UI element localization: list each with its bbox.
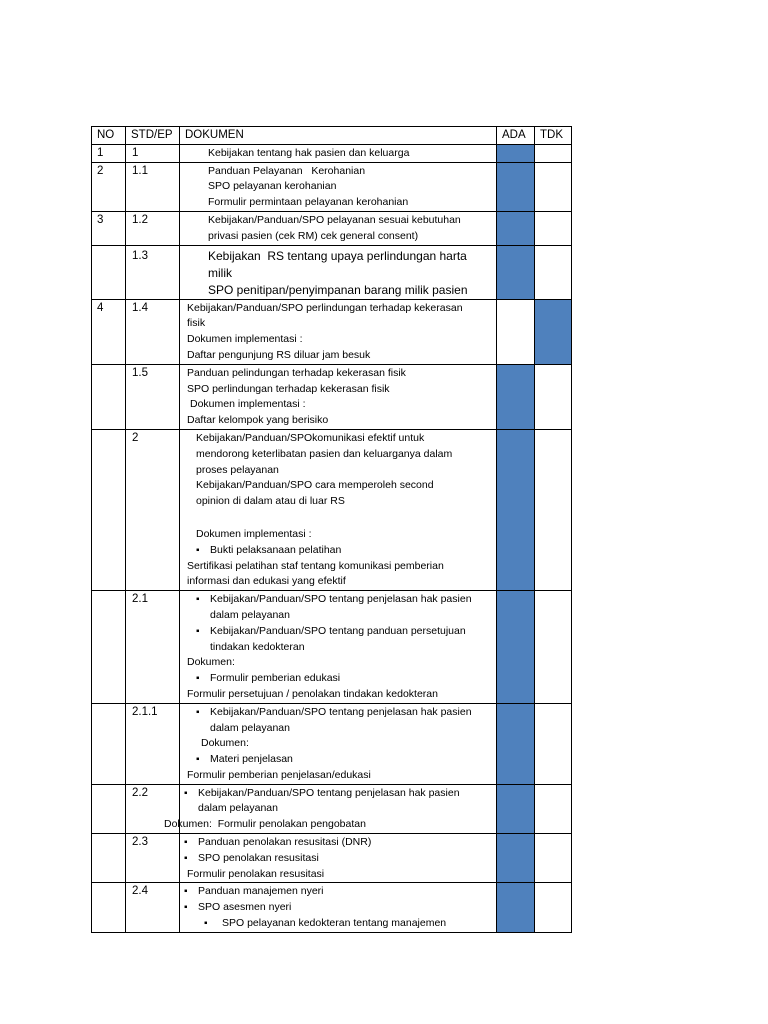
header-std-ep: STD/EP: [126, 127, 180, 145]
row-no: [92, 429, 126, 590]
document-line: Kebijakan/Panduan/SPO perlindungan terhadap kekerasan: [187, 301, 463, 314]
ada-cell: [497, 211, 535, 245]
row-no: [92, 245, 126, 299]
document-line: Dokumen implementasi :: [190, 398, 306, 411]
document-line: SPO perlindungan terhadap kekerasan fisik: [187, 382, 390, 395]
document-bullet-line: ▪ SPO penolakan resusitasi: [184, 851, 492, 867]
document-bullet-line: ▪ Kebijakan/Panduan/SPO tentang penjelasan hak pasien: [184, 786, 492, 802]
document-line: Formulir pemberian penjelasan/edukasi: [187, 768, 371, 781]
row-documents: [180, 144, 497, 162]
document-line: Kebijakan/Panduan/SPOkomunikasi efektif untuk: [196, 431, 425, 444]
row-std: 1.2: [126, 211, 180, 245]
row-no: [92, 703, 126, 784]
document-line: tindakan kedokteran: [210, 640, 305, 653]
row-documents: [180, 429, 497, 590]
ada-cell: [497, 299, 535, 364]
row-documents: [164, 784, 497, 833]
document-line: Daftar kelompok yang berisiko: [187, 414, 329, 427]
row-std: 2.4: [126, 883, 180, 932]
row-std: 1.3: [126, 245, 180, 299]
row-documents: [180, 883, 497, 932]
document-checklist-table: [91, 126, 572, 933]
row-std: 2: [126, 429, 180, 590]
table-row: [92, 591, 572, 704]
ada-cell: [497, 429, 535, 590]
document-line: informasi dan edukasi yang efektif: [187, 575, 346, 588]
table-row: [92, 834, 572, 883]
table-row: [92, 211, 572, 245]
document-line: opinion di dalam atau di luar RS: [196, 495, 345, 508]
header-dokumen: DOKUMEN: [180, 127, 497, 145]
row-no: [92, 784, 126, 833]
row-documents: [180, 703, 497, 784]
document-line: dalam pelayanan: [198, 802, 278, 815]
table-row: [92, 245, 572, 299]
document-line: Kebijakan/Panduan/SPO pelayanan sesuai kebutuhan: [208, 213, 461, 226]
ada-cell: [497, 834, 535, 883]
document-line: Dokumen: Formulir penolakan pengobatan: [164, 818, 366, 831]
row-no: 2: [92, 162, 126, 211]
tdk-cell: [535, 883, 572, 932]
tdk-cell: [535, 144, 572, 162]
ada-cell: [497, 591, 535, 704]
document-bullet-line: ▪ Kebijakan/Panduan/SPO tentang penjelasan hak pasien: [184, 592, 492, 608]
document-bullet-line: ▪ Panduan manajemen nyeri: [184, 884, 492, 900]
row-documents: [180, 162, 497, 211]
ada-cell: [497, 703, 535, 784]
table-row: [92, 144, 572, 162]
row-std: 2.1: [126, 591, 180, 704]
row-documents: [180, 364, 497, 429]
document-line: Sertifikasi pelatihan staf tentang komunikasi pemberian: [187, 559, 444, 572]
tdk-cell: [535, 703, 572, 784]
tdk-cell: [535, 245, 572, 299]
row-documents: [180, 834, 497, 883]
row-std: 1: [126, 144, 180, 162]
row-no: 3: [92, 211, 126, 245]
row-std: 1.1: [126, 162, 180, 211]
document-line: Daftar pengunjung RS diluar jam besuk: [187, 348, 371, 361]
ada-cell: [497, 883, 535, 932]
header-no: NO: [92, 127, 126, 145]
header-tdk: TDK: [535, 127, 572, 145]
document-bullet-line: ▪ Bukti pelaksanaan pelatihan: [184, 543, 492, 559]
document-line: Kebijakan/Panduan/SPO cara memperoleh second: [196, 479, 434, 492]
document-line: Formulir permintaan pelayanan kerohanian: [208, 196, 409, 209]
tdk-cell: [535, 211, 572, 245]
document-line: Panduan Pelayanan Kerohanian: [208, 164, 366, 177]
row-no: 1: [92, 144, 126, 162]
ada-cell: [497, 162, 535, 211]
tdk-cell: [535, 429, 572, 590]
row-no: [92, 364, 126, 429]
document-bullet-line: ▪ Kebijakan/Panduan/SPO tentang penjelasan hak pasien: [184, 705, 492, 721]
table-row: [92, 162, 572, 211]
document-bullet-line: ▪ Panduan penolakan resusitasi (DNR): [184, 835, 492, 851]
document-line: dalam pelayanan: [210, 608, 290, 621]
document-line: Dokumen:: [187, 656, 235, 669]
header-row: [92, 127, 572, 145]
row-no: [92, 834, 126, 883]
document-bullet-line: ▪ SPO asesmen nyeri: [184, 900, 492, 916]
row-std: 1.4: [126, 299, 180, 364]
document-line: Panduan pelindungan terhadap kekerasan fisik: [187, 366, 406, 379]
document-line: proses pelayanan: [196, 463, 279, 476]
table-row: [92, 299, 572, 364]
document-line: Formulir persetujuan / penolakan tindakan kedokteran: [187, 687, 438, 700]
document-line: privasi pasien (cek RM) cek general consent): [208, 229, 419, 242]
document-line: fisik: [187, 317, 206, 330]
table-row: [92, 703, 572, 784]
ada-cell: [497, 364, 535, 429]
row-no: 4: [92, 299, 126, 364]
tdk-cell: [535, 834, 572, 883]
table-row: [92, 429, 572, 590]
document-bullet-line: ▪ SPO pelayanan kedokteran tentang manajemen: [184, 916, 492, 932]
ada-cell: [497, 245, 535, 299]
header-ada: ADA: [497, 127, 535, 145]
tdk-cell: [535, 364, 572, 429]
row-std: 2.2: [126, 784, 180, 833]
document-line: Dokumen implementasi :: [196, 527, 312, 540]
row-documents: [180, 591, 497, 704]
tdk-cell: [535, 162, 572, 211]
row-no: [92, 591, 126, 704]
document-line: dalam pelayanan: [210, 721, 290, 734]
document-line: Kebijakan RS tentang upaya perlindungan harta: [208, 248, 467, 263]
document-line: milik: [208, 265, 232, 280]
document-bullet-line: ▪ Formulir pemberian edukasi: [184, 671, 492, 687]
document-line: SPO pelayanan kerohanian: [208, 180, 337, 193]
document-line: Dokumen:: [201, 737, 249, 750]
table-row: [92, 784, 572, 833]
row-documents: [180, 299, 497, 364]
row-std: 2.3: [126, 834, 180, 883]
tdk-cell: [535, 299, 572, 364]
table-row: [92, 364, 572, 429]
table-row: [92, 883, 572, 932]
row-documents: [180, 245, 497, 299]
row-documents: [180, 211, 497, 245]
ada-cell: [497, 144, 535, 162]
row-std: 1.5: [126, 364, 180, 429]
document-bullet-line: ▪ Kebijakan/Panduan/SPO tentang panduan persetujuan: [184, 624, 492, 640]
document-line: Kebijakan tentang hak pasien dan keluarga: [208, 146, 410, 159]
document-line: mendorong keterlibatan pasien dan keluarganya dalam: [196, 447, 453, 460]
document-line: Formulir penolakan resusitasi: [187, 867, 325, 880]
document-line: SPO penitipan/penyimpanan barang milik pasien: [208, 282, 468, 297]
document-bullet-line: ▪ Materi penjelasan: [184, 752, 492, 768]
ada-cell: [497, 784, 535, 833]
tdk-cell: [535, 784, 572, 833]
tdk-cell: [535, 591, 572, 704]
document-line: Dokumen implementasi :: [187, 333, 303, 346]
row-no: [92, 883, 126, 932]
row-std: 2.1.1: [126, 703, 180, 784]
